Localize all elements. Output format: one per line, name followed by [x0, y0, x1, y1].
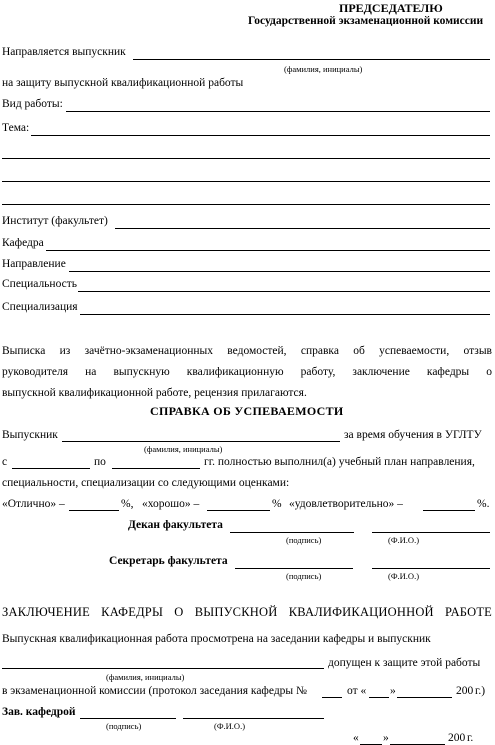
specialty-field[interactable]: [78, 291, 490, 292]
topic-field-2[interactable]: [2, 158, 490, 159]
date-open: «: [353, 732, 359, 744]
dean-signature-field[interactable]: [230, 532, 354, 533]
from-label-2: от «: [347, 685, 367, 697]
head-initials-caption: (Ф.И.О.): [214, 721, 246, 731]
department-label: Кафедра: [2, 237, 44, 249]
excellent-percent-field[interactable]: [69, 510, 119, 511]
protocol-month-field[interactable]: [397, 697, 452, 698]
topic-field-1[interactable]: [31, 135, 490, 136]
head-name-field[interactable]: [183, 718, 324, 719]
topic-field-3[interactable]: [2, 181, 490, 182]
fulfilled-text: гг. полностью выполнил(а) учебный план направления,: [204, 456, 475, 468]
commission-text: в экзаменационной комиссии (протокол заседания кафедры №: [2, 685, 308, 697]
percent-3: %.: [477, 498, 490, 510]
good-label: «хорошо» –: [142, 498, 200, 510]
secretary-signature-field[interactable]: [235, 568, 353, 569]
head-signature-caption: (подпись): [106, 721, 142, 731]
topic-label: Тема:: [2, 122, 30, 134]
purpose-text: на защиту выпускной квалификационной работы: [2, 77, 244, 89]
head-label: Зав. кафедрой: [2, 706, 76, 718]
institute-label: Институт (факультет): [2, 215, 108, 227]
name-caption: (фамилия, инициалы): [284, 64, 363, 74]
from-label: с: [2, 456, 8, 468]
reviewed-text: Выпускная квалификационная работа просмотрена на заседании кафедры и выпускник: [2, 633, 431, 645]
quote-close: »: [390, 685, 396, 697]
name-caption-2: (фамилия, инициалы): [144, 444, 223, 454]
graduate-name-field-2[interactable]: [62, 441, 340, 442]
addressee-title: ПРЕДСЕДАТЕЛЮ: [339, 1, 443, 15]
dean-name-field[interactable]: [372, 532, 490, 533]
sent-label: Направляется выпускник: [2, 46, 126, 58]
study-period-text: за время обучения в УГЛТУ: [344, 429, 482, 441]
year-2: 200: [448, 732, 466, 744]
from-year-field[interactable]: [12, 468, 90, 469]
date-close: »: [383, 732, 389, 744]
specialization-field[interactable]: [80, 314, 490, 315]
specialization-label: Специализация: [2, 301, 78, 313]
year-1-suffix: г.): [475, 685, 486, 697]
name-caption-3: (фамилия, инициалы): [106, 672, 185, 682]
good-percent-field[interactable]: [207, 510, 270, 511]
conclusion-title: ЗАКЛЮЧЕНИЕ КАФЕДРЫ О ВЫПУСКНОЙ КВАЛИФИКАЦИОННОЙ РАБОТЕ: [2, 605, 492, 619]
specialty-label: Специальность: [2, 278, 77, 290]
year-1: 200: [456, 685, 474, 697]
direction-label: Направление: [2, 258, 66, 270]
protocol-day-field[interactable]: [369, 697, 389, 698]
grades-intro: специальности, специализации со следующими оценками:: [2, 477, 290, 489]
secretary-name-field[interactable]: [372, 568, 490, 569]
percent-2: %: [272, 498, 282, 510]
head-signature-field[interactable]: [80, 718, 176, 719]
secretary-initials-caption: (Ф.И.О.): [388, 571, 420, 581]
dean-signature-caption: (подпись): [286, 535, 322, 545]
protocol-number-field[interactable]: [322, 697, 342, 698]
percent-1: %,: [121, 498, 134, 510]
graduate-label: Выпускник: [2, 429, 58, 441]
direction-field[interactable]: [69, 271, 490, 272]
dean-initials-caption: (Ф.И.О.): [388, 535, 420, 545]
institute-field[interactable]: [115, 228, 490, 229]
to-year-field[interactable]: [112, 468, 200, 469]
attachments-line-1: Выписка из зачётно-экзаменационных ведомостей, справка об успеваемости, отзыв: [2, 345, 492, 357]
attachments-line-2: руководителя на выпускную квалификационную работу, заключение кафедры о: [2, 366, 492, 378]
progress-title: СПРАВКА ОБ УСПЕВАЕМОСТИ: [150, 404, 344, 418]
topic-field-4[interactable]: [2, 204, 490, 205]
satisfactory-percent-field[interactable]: [423, 510, 475, 511]
secretary-label: Секретарь факультета: [109, 555, 228, 567]
department-field[interactable]: [46, 250, 490, 251]
satisfactory-label: «удовлетворительно» –: [289, 498, 403, 510]
work-type-label: Вид работы:: [2, 98, 63, 110]
admitted-text: допущен к защите этой работы: [328, 657, 481, 669]
excellent-label: «Отлично» –: [2, 498, 65, 510]
year-2-suffix: г.: [467, 732, 474, 744]
conclusion-graduate-name-field[interactable]: [2, 668, 324, 669]
work-type-field[interactable]: [66, 111, 490, 112]
addressee-subtitle: Государственной экзаменационной комиссии: [248, 15, 484, 27]
attachments-line-3: выпускной квалификационной работе, рецензия прилагаются.: [2, 387, 307, 399]
secretary-signature-caption: (подпись): [286, 571, 322, 581]
graduate-name-field[interactable]: [133, 59, 490, 60]
to-label: по: [94, 456, 106, 468]
dean-label: Декан факультета: [128, 519, 223, 531]
